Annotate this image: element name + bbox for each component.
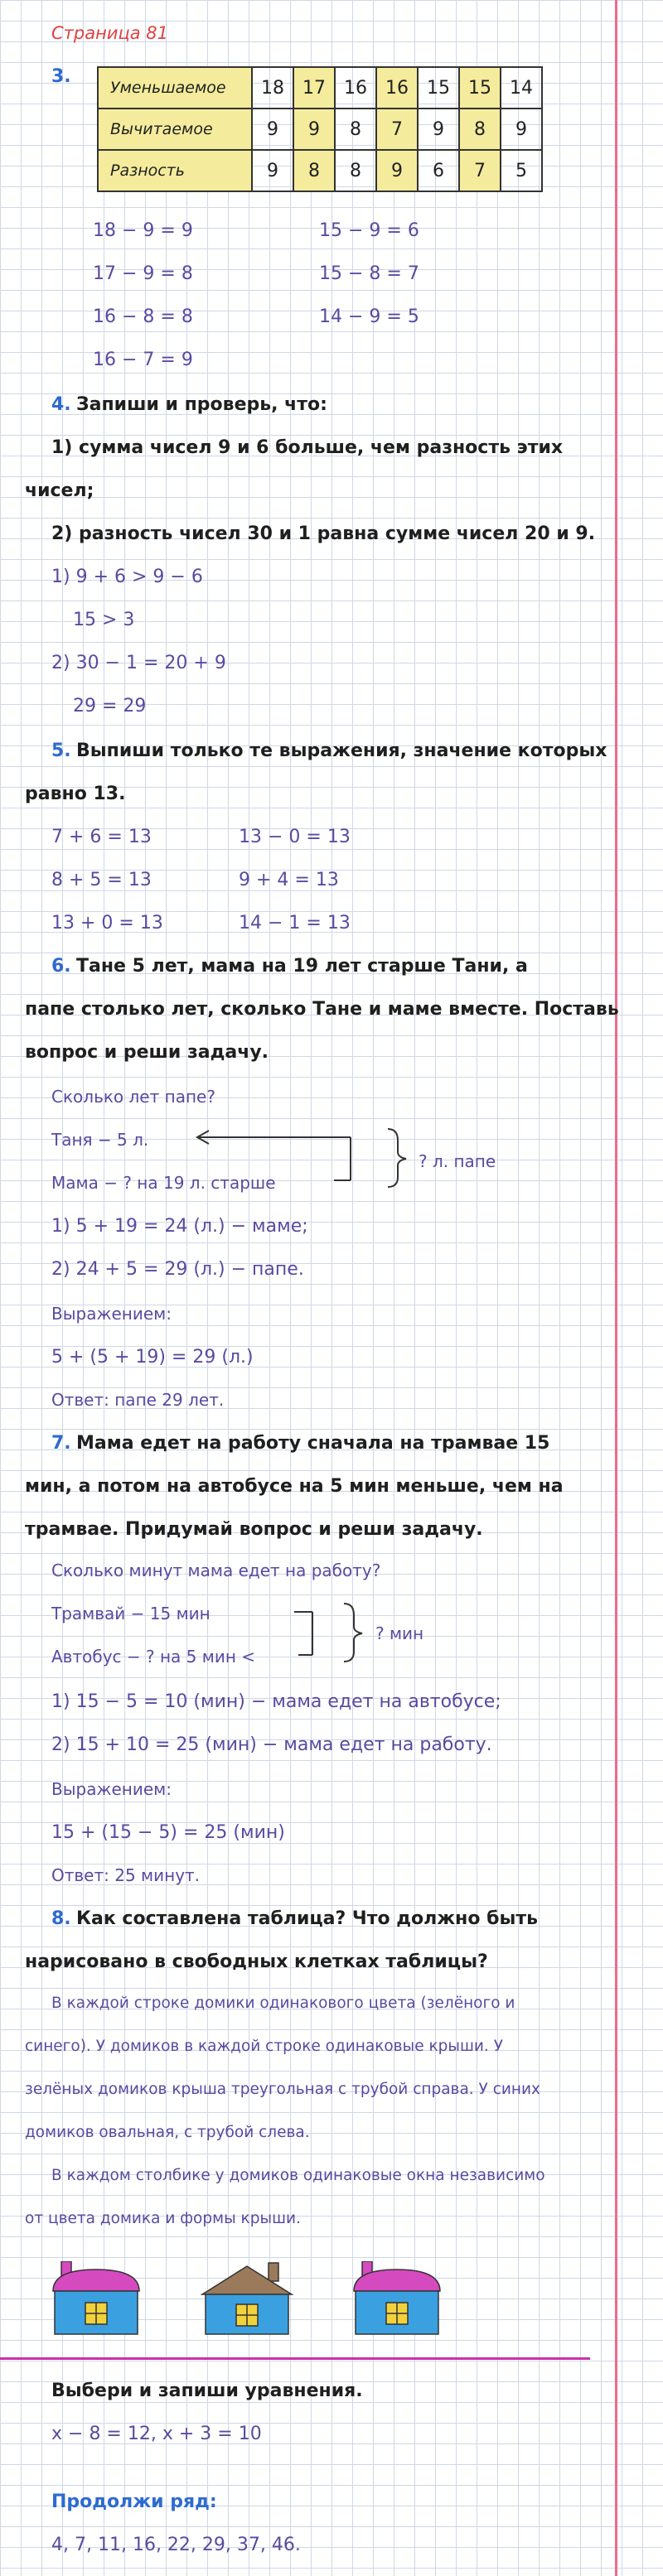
house-pink-roof-2 — [351, 2261, 446, 2337]
eq-left-1: 18 − 9 = 9 — [93, 220, 193, 241]
task6-cond2: Мама − ? на 19 л. старше — [51, 1173, 276, 1193]
task4-item2: 2) разность чисел 30 и 1 равна сумме чисел 20 и 9. — [51, 523, 596, 544]
task6-number: 6. — [51, 956, 71, 977]
task4-sol1a: 1) 9 + 6 > 9 − 6 — [51, 567, 203, 587]
task4-item1-line1: 1) сумма чисел 9 и 6 больше, чем разность этих — [51, 437, 564, 458]
task6-expr-label: Выражением: — [51, 1304, 172, 1324]
row-label: Уменьшаемое — [98, 67, 252, 109]
task6-question: Сколько лет папе? — [51, 1087, 215, 1107]
table-cell: 15 — [459, 67, 501, 109]
table-cell: 18 — [252, 67, 293, 109]
task8-p1-line1: В каждой строке домики одинакового цвета (зелёного и — [51, 1995, 515, 2012]
task4-sol2b: 29 = 29 — [73, 696, 147, 716]
task7-number: 7. — [51, 1433, 71, 1454]
task8-p2-line2: от цвета домика и формы крыши. — [25, 2210, 301, 2227]
task5-right-3: 14 − 1 = 13 — [239, 913, 351, 933]
eq-left-2: 17 − 9 = 8 — [93, 263, 193, 284]
task7-question: Сколько минут мама едет на работу? — [51, 1561, 381, 1580]
task7-line2: мин, а потом на автобусе на 5 мин меньше, чем на — [25, 1476, 564, 1497]
task7-line3: трамвае. Придумай вопрос и реши задачу. — [25, 1519, 483, 1540]
task6-brace-label: ? л. папе — [419, 1151, 496, 1171]
task7-scheme-arrows — [294, 1599, 385, 1665]
table-row — [98, 109, 542, 150]
house-pink-roof-1 — [50, 2261, 145, 2337]
table-cell: 9 — [418, 109, 459, 150]
task6-line2: папе столько лет, сколько Тане и маме вместе. Поставь — [25, 999, 619, 1020]
row-label: Разность — [98, 150, 252, 191]
task8-line2: нарисовано в свободных клетках таблицы? — [25, 1951, 488, 1972]
task6-answer: Ответ: папе 29 лет. — [51, 1390, 225, 1410]
task7-line1: Мама едет на работу сначала на трамвае 15 — [76, 1433, 550, 1454]
task8-p1-line3: зелёных домиков крыша треугольная с трубой справа. У синих — [25, 2081, 540, 2098]
series-prompt: Продолжи ряд: — [51, 2492, 217, 2512]
task7-expr-label: Выражением: — [51, 1779, 172, 1799]
table-cell: 17 — [293, 67, 335, 109]
table-cell: 8 — [335, 109, 376, 150]
table-cell: 5 — [501, 150, 542, 191]
task5-left-2: 8 + 5 = 13 — [51, 870, 152, 890]
task7-step1: 1) 15 − 5 = 10 (мин) − мама едет на автобусе; — [51, 1691, 501, 1712]
task6-cond1: Таня − 5 л. — [51, 1130, 149, 1150]
table-cell: 14 — [501, 67, 542, 109]
eq-right-2: 15 − 8 = 7 — [319, 263, 419, 284]
table-cell: 9 — [293, 109, 335, 150]
task8-number: 8. — [51, 1908, 71, 1929]
table-cell: 9 — [376, 150, 418, 191]
table-cell: 6 — [418, 150, 459, 191]
table-cell: 7 — [459, 150, 501, 191]
number-series: 4, 7, 11, 16, 22, 29, 37, 46. — [51, 2535, 301, 2555]
task6-scheme-arrows — [189, 1122, 413, 1189]
task7-expr: 15 + (15 − 5) = 25 (мин) — [51, 1822, 285, 1843]
task4-item1-line2: чисел; — [25, 480, 94, 501]
task5-number: 5. — [51, 740, 71, 761]
table-cell: 8 — [459, 109, 501, 150]
table-cell: 8 — [293, 150, 335, 191]
eq-right-3: 14 − 9 = 5 — [319, 306, 419, 327]
equations-prompt: Выбери и запиши уравнения. — [51, 2381, 363, 2401]
page-margin-line — [615, 0, 617, 2576]
task4-sol2a: 2) 30 − 1 = 20 + 9 — [51, 653, 226, 673]
page-title: Страница 81 — [51, 23, 169, 43]
task7-brace-label: ? мин — [375, 1623, 424, 1643]
task4-number: 4. — [51, 394, 71, 415]
table-cell: 16 — [376, 67, 418, 109]
task6-step2: 2) 24 + 5 = 29 (л.) − папе. — [51, 1259, 304, 1280]
task3-table — [97, 66, 543, 192]
task6-step1: 1) 5 + 19 = 24 (л.) − маме; — [51, 1216, 308, 1237]
table-cell: 9 — [501, 109, 542, 150]
task6-line1: Тане 5 лет, мама на 19 лет старше Тани, а — [76, 956, 528, 977]
table-cell: 9 — [252, 109, 293, 150]
task5-left-3: 13 + 0 = 13 — [51, 913, 163, 933]
task5-right-1: 13 − 0 = 13 — [239, 827, 351, 847]
section-separator — [0, 2357, 590, 2360]
task5-prompt-line1: Выпиши только те выражения, значение которых — [76, 740, 607, 761]
table-cell: 7 — [376, 109, 418, 150]
task8-p1-line4: домиков овальная, с трубой слева. — [25, 2124, 310, 2141]
task7-answer: Ответ: 25 минут. — [51, 1865, 201, 1885]
task8-line1: Как составлена таблица? Что должно быть — [76, 1908, 539, 1929]
table-cell: 9 — [252, 150, 293, 191]
eq-left-3: 16 − 8 = 8 — [93, 306, 193, 327]
table-cell: 8 — [335, 150, 376, 191]
eq-right-1: 15 − 9 = 6 — [319, 220, 419, 241]
task4-sol1b: 15 > 3 — [73, 610, 135, 630]
table-row — [98, 67, 542, 109]
table-cell: 16 — [335, 67, 376, 109]
task5-right-2: 9 + 4 = 13 — [239, 870, 339, 890]
task8-p2-line1: В каждом столбике у домиков одинаковые окна независимо — [51, 2167, 545, 2184]
task6-expr: 5 + (5 + 19) = 29 (л.) — [51, 1347, 254, 1368]
task5-prompt-line2: равно 13. — [25, 784, 126, 804]
task8-p1-line2: синего). У домиков в каждой строке одинаковые крыши. У — [25, 2038, 503, 2055]
task4-prompt: Запиши и проверь, что: — [76, 394, 327, 415]
task7-step2: 2) 15 + 10 = 25 (мин) − мама едет на работу. — [51, 1734, 492, 1755]
table-row — [98, 150, 542, 191]
table-cell: 15 — [418, 67, 459, 109]
equations: x − 8 = 12, x + 3 = 10 — [51, 2424, 262, 2444]
task7-cond1: Трамвай − 15 мин — [51, 1604, 211, 1623]
house-brown-roof — [201, 2261, 296, 2337]
task3-number: 3. — [51, 66, 71, 87]
task7-cond2: Автобус − ? на 5 мин < — [51, 1647, 256, 1667]
task5-left-1: 7 + 6 = 13 — [51, 827, 152, 847]
task6-line3: вопрос и реши задачу. — [25, 1042, 269, 1063]
eq-left-4: 16 − 7 = 9 — [93, 350, 193, 370]
row-label: Вычитаемое — [98, 109, 252, 150]
